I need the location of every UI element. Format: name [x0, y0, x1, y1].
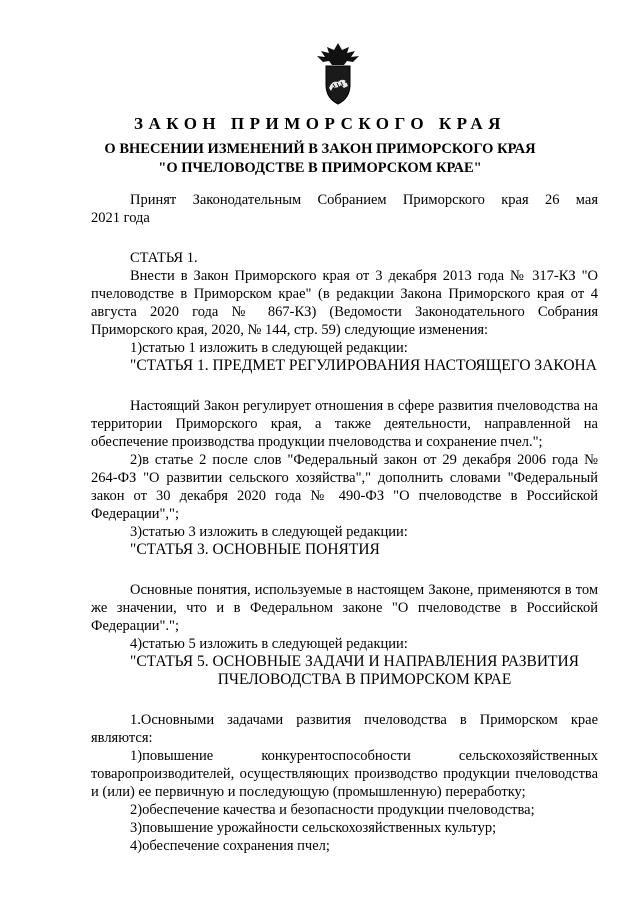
- adoption-line-2: 2021 года: [91, 210, 150, 226]
- document-body: [91, 191, 598, 855]
- task-4: 4)обеспечение сохранения пчел;: [130, 838, 330, 854]
- law-title: ЗАКОН ПРИМОРСКОГО КРАЯ: [134, 114, 506, 133]
- adoption-line-1: Принят Законодательным Собранием Приморского края 26 мая: [130, 192, 598, 208]
- item-2-text: 2)в статье 2 после слов "Федеральный закон от 29 декабря 2006 года № 264-ФЗ "О развитии сельского хозяйства"," дополнить словами "Федеральный закон от 30 декабря 2020 года № 490-ФЗ "О пчеловодстве в Российской Федерации",";: [91, 452, 598, 522]
- item-3-heading: "СТАТЬЯ 3. ОСНОВНЫЕ ПОНЯТИЯ: [130, 541, 380, 558]
- item-3-lead: 3)статью 3 изложить в следующей редакции:: [130, 524, 408, 540]
- article-intro: Внести в Закон Приморского края от 3 декабря 2013 года № 317-КЗ "О пчеловодстве в Приморском крае" (в редакции Закона Приморского края от 4 августа 2020 года № 867-КЗ) (Ведомости Законодательного Собрания Приморского края, 2020, № 144, стр. 59) следующие изменения:: [91, 268, 598, 338]
- item-1-heading: "СТАТЬЯ 1. ПРЕДМЕТ РЕГУЛИРОВАНИЯ НАСТОЯЩЕГО ЗАКОНА: [130, 357, 597, 374]
- item-1-lead: 1)статью 1 изложить в следующей редакции:: [130, 340, 408, 356]
- task-3: 3)повышение урожайности сельскохозяйственных культур;: [130, 820, 497, 836]
- task-1: 1)повышение конкурентоспособности сельскохозяйственных товаропроизводителей, осуществляющих производство продукции пчеловодства и (или) ее первичную и последующую (промышленную) переработку;: [91, 748, 598, 800]
- item-4-heading-line-1: "СТАТЬЯ 5. ОСНОВНЫЕ ЗАДАЧИ И НАПРАВЛЕНИЯ РАЗВИТИЯ: [130, 653, 580, 670]
- item-3-text: Основные понятия, используемые в настоящем Законе, применяются в том же значении, что и в Федеральном законе "О пчеловодстве в Российской Федерации".";: [91, 582, 598, 634]
- item-4-lead: 4)статью 5 изложить в следующей редакции:: [130, 636, 408, 652]
- item-4-heading-line-2: ПЧЕЛОВОДСТВА В ПРИМОРСКОМ КРАЕ: [217, 671, 512, 688]
- subtitle-line-2: "О ПЧЕЛОВОДСТВЕ В ПРИМОРСКОМ КРАЕ": [158, 160, 482, 176]
- article-heading: СТАТЬЯ 1.: [130, 250, 198, 266]
- subtitle-line-1: О ВНЕСЕНИИ ИЗМЕНЕНИЙ В ЗАКОН ПРИМОРСКОГО КРАЯ: [104, 141, 536, 157]
- task-2: 2)обеспечение качества и безопасности продукции пчеловодства;: [130, 802, 535, 818]
- tasks-intro: 1.Основными задачами развития пчеловодства в Приморском крае являются:: [91, 712, 598, 746]
- item-1-text: Настоящий Закон регулирует отношения в сфере развития пчеловодства на территории Приморского края, а также деятельности, направленной на обеспечение производства продукции пчеловодства и сохранение пчел.";: [91, 398, 598, 450]
- law-subtitle: [60, 140, 580, 178]
- primorsky-krai-coat-of-arms-emblem: [313, 41, 363, 107]
